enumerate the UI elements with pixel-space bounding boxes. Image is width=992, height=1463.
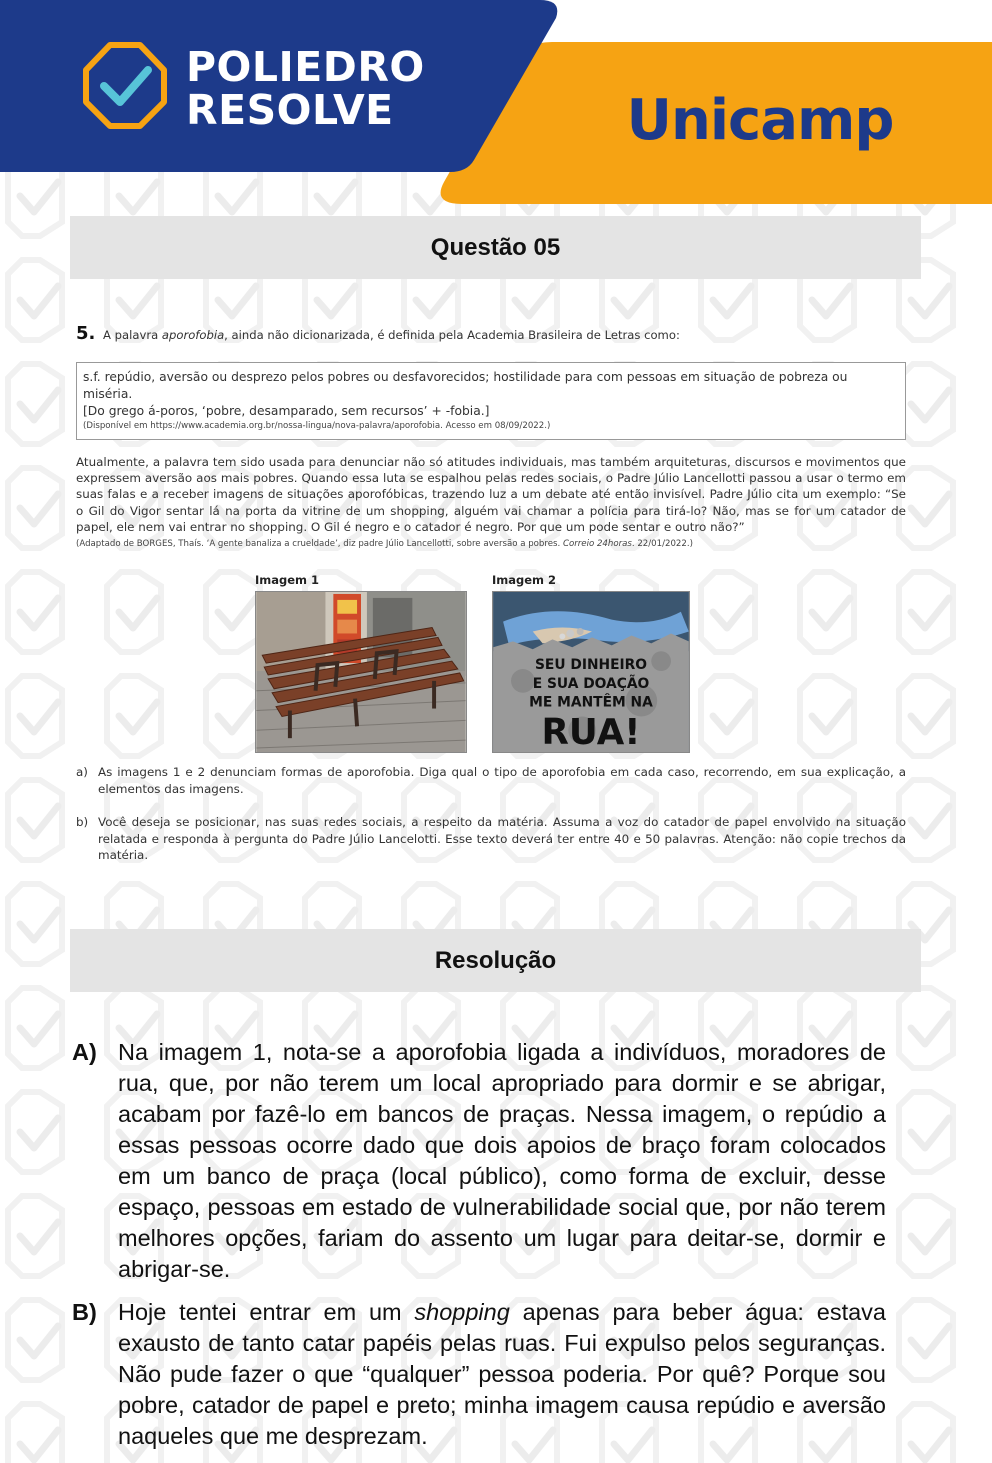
answer-b-text [118, 1297, 886, 1452]
item-b-letter: b) [76, 815, 89, 829]
donation-poster-image [492, 591, 690, 753]
answer-b-text-before: Hoje tentei entrar em um [118, 1299, 415, 1325]
brand-line-1: POLIEDRO [186, 43, 425, 91]
poster-text-line-2: E SUA DOAÇÃO [532, 675, 650, 692]
question-item-b [76, 814, 906, 864]
paragraph-source [76, 538, 906, 551]
question-body [76, 323, 906, 551]
poster-text-line-1: SEU DINHEIRO [534, 657, 648, 674]
item-a-text: As imagens 1 e 2 denunciam formas de aporofobia. Diga qual o tipo de aporofobia em cada caso, recorrendo, em sua explicação, a elementos das imagens. [98, 765, 906, 796]
question-intro [76, 323, 906, 344]
brand-line-2: RESOLVE [186, 86, 394, 134]
exam-name: Unicamp [626, 88, 894, 153]
answer-a-label: A) [72, 1039, 97, 1065]
source-publication: Correio 24horas [562, 538, 632, 549]
question-item-a [76, 764, 906, 797]
source-text-after: . 22/01/2022.) [631, 538, 693, 549]
answer-a [72, 1037, 886, 1285]
item-b-text: Você deseja se posicionar, nas suas redes sociais, a respeito da matéria. Assuma a voz do catador de papel envolvido na situação relatada e responda à pergunta do Padre Júlio Lancelotti. Esse texto deverá ter entre 40 e 50 palavras. Atenção: não copie trechos da matéria. [98, 815, 906, 862]
poster-text-line-3: ME MANTÊM NA [529, 694, 653, 711]
intro-text-after: , ainda não dicionarizada, é definida pela Academia Brasileira de Letras como: [224, 328, 680, 342]
definition-source: (Disponível em https://www.academia.org.br/nossa-lingua/nova-palavra/aporofobia. Acesso em 08/09/2022.) [83, 420, 551, 431]
answer-b-italic-term: shopping [414, 1299, 510, 1325]
intro-term: aporofobia [161, 328, 225, 342]
context-paragraph: Atualmente, a palavra tem sido usada para denunciar não só atitudes individuais, mas também arquiteturas, discursos e movimentos que expressem aversão aos mais pobres. Quando essa luta se espalhou pelas redes sociais, o Padre Júlio Lancellotti passou a usar o termo em suas falas e a receber imagens de situações aporofóbicas, trazendo luz a um debate até então invisível. Padre Júlio cita um exemplo: “Se o Gil do Vigor sentar lá na porta da vitrine de um shopping, alguém vai chamar a polícia para tirá-lo? Não, mas se for um catador de papel, ele nem vai entrar no shopping. O Gil é negro e o catador é negro. Por que um pode sentar e outro não?” [76, 454, 906, 535]
source-text-before: (Adaptado de BORGES, Thaís. ‘A gente banaliza a crueldade’, diz padre Júlio Lancellotti, sobre aversão a pobres. [76, 538, 563, 549]
definition-box [76, 362, 906, 440]
definition-line-2: [Do grego á-poros, ‘pobre, desamparado, sem recursos’ + -fobia.] [83, 403, 490, 418]
resolution-title: Resolução [434, 946, 557, 974]
figure-1-label: Imagem 1 [255, 573, 320, 587]
answer-b-text-after: apenas para beber água: estava exausto de tanto catar papéis pelas ruas. Fui expulso pelos seguranças. Não pude fazer o que “qualquer” pessoa poderia. Por quê? Porque sou pobre, catador de papel e preto; minha imagem causa repúdio e aversão naqueles que me desprezam. [118, 1299, 886, 1449]
poster-text-line-4: RUA! [541, 712, 641, 753]
definition-line-1: s.f. repúdio, aversão ou desprezo pelos pobres ou desfavorecidos; hostilidade para com pessoas em situação de pobreza ou miséria. [83, 369, 848, 401]
answer-a-text: Na imagem 1, nota-se a aporofobia ligada a indivíduos, moradores de rua, que, por não terem um local apropriado para dormir e se abrigar, acabam por fazê-lo em bancos de praças. Nessa imagem, o repúdio a essas pessoas ocorre dado que dois apoios de braço foram colocados em um banco de praça (local público), como forma de excluir, desse espaço, pessoas em estado de vulnerabilidade social que, por não terem melhores opções, fariam do assento um lugar para deitar-se, dormir e abrigar-se. [118, 1039, 886, 1282]
bench-photo-image [255, 591, 467, 753]
answer-b [72, 1297, 886, 1452]
question-items [76, 764, 906, 864]
question-title: Questão 05 [430, 233, 561, 261]
check-shield-icon [80, 40, 170, 130]
resolution-answers [72, 1037, 886, 1452]
resolution-title-bar [70, 929, 921, 992]
answer-b-label: B) [72, 1299, 97, 1325]
question-number: 5. [76, 323, 96, 344]
brand-logo-text [186, 43, 425, 134]
item-a-letter: a) [76, 765, 88, 779]
figure-2 [492, 573, 690, 753]
figure-1 [255, 573, 467, 753]
figure-2-label: Imagem 2 [492, 573, 557, 587]
intro-text-before: A palavra [99, 328, 162, 342]
question-title-bar [70, 216, 921, 279]
